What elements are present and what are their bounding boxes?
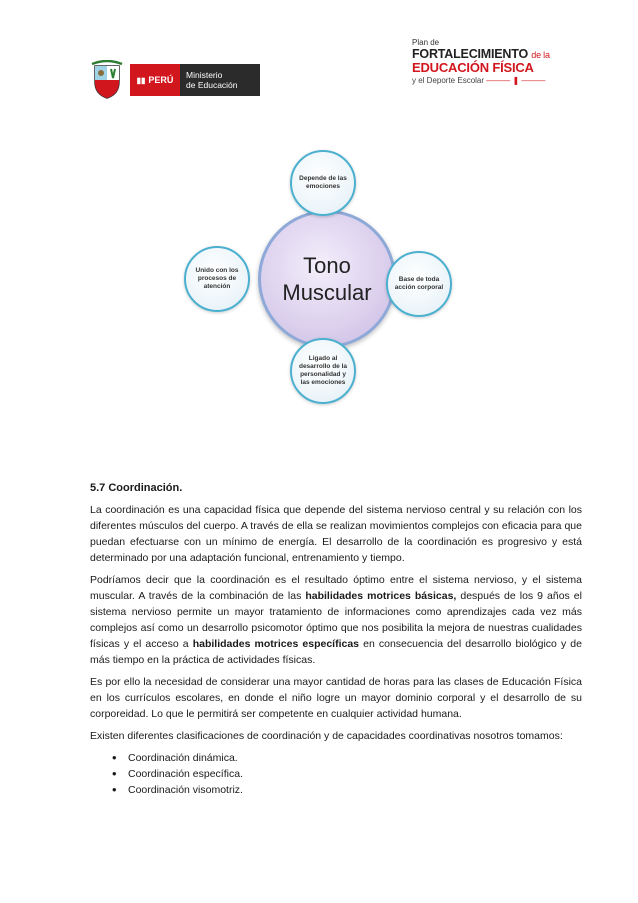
peru-mark-icon: ▮▮ (136, 75, 146, 85)
section-body (90, 480, 582, 798)
plan-line2b: de la (531, 50, 550, 60)
plan-line1: Plan de (412, 38, 440, 47)
list-item: • Coordinación visomotriz. (128, 782, 582, 798)
list-item: • Coordinación específica. (128, 766, 582, 782)
peru-label: PERÚ (148, 75, 174, 85)
paragraph-3: Es por ello la necesidad de considerar una mayor cantidad de horas para las clases de Educación Física en los currículos escolares, en donde el niño logre un mayor dominio corporal y el desarrollo de su corporeidad. Lo que le permitirá ser competente en cualquier actividad humana. (90, 676, 582, 720)
diagram-node-right (386, 251, 452, 317)
list-item: • Coordinación dinámica. (128, 750, 582, 766)
p2-bold-especificas: habilidades motrices específicas (192, 638, 360, 650)
section-heading: 5.7 Coordinación. (90, 482, 183, 494)
ministry-line1: Ministerio (186, 70, 223, 80)
diagram-center-circle (258, 210, 396, 348)
plan-logo (412, 38, 552, 98)
tono-muscular-diagram (180, 140, 470, 430)
plan-line2: FORTALECIMIENTO (412, 47, 528, 61)
diagram-center-label: Tono Muscular (282, 253, 372, 305)
paragraph-1: La coordinación es una capacidad física que depende del sistema nervioso central y su relación con los diferentes músculos del cuerpo. A través de ella se realizan movimientos complejos con eficacia para que puedan efectuarse con un mínimo de energía. El desarrollo de la coordinación es progresivo y está determinado por una adaptación funcional, entrenamiento y tiempo. (90, 504, 582, 564)
diagram-node-bottom-label: Ligado al desarrollo de la personalidad y las emociones (298, 355, 348, 386)
ministry-logo (90, 60, 265, 100)
diagram-node-top (290, 150, 356, 216)
paragraph-4: Existen diferentes clasificaciones de coordinación y de capacidades coordinativas nosotros tomamos: (90, 730, 563, 742)
p2-bold-basicas: habilidades motrices básicas, (305, 590, 457, 602)
diagram-node-right-label: Base de toda acción corporal (394, 276, 444, 291)
p2-part-e: en consecuencia del desarrollo biológico y de más tiempo en la práctica de actividades físicas. (90, 638, 582, 666)
plan-decor-icon: ——— ❚ ——— (486, 76, 546, 85)
diagram-node-bottom (290, 338, 356, 404)
paragraph-2 (90, 572, 582, 668)
plan-line3: EDUCACIÓN FÍSICA (412, 60, 534, 75)
coordination-list (90, 750, 582, 798)
diagram-node-top-label: Depende de las emociones (299, 175, 347, 190)
plan-line4: y el Deporte Escolar (412, 76, 485, 85)
diagram-node-left (184, 246, 250, 312)
diagram-node-left-label: Unido con los procesos de atención (195, 267, 239, 290)
p2-part-c: después de los 9 años el sistema nervioso permite un mayor tratamiento de informaciones como aprendizajes cada vez más complejos así como un desarrollo psicomotor óptimo que nos posibilita la mejora de nuestras cualidades físicas y el acceso a (90, 590, 582, 650)
peru-coat-of-arms-icon (90, 60, 124, 100)
p2-part-a: Podríamos decir que la coordinación es el resultado óptimo entre el sistema nervioso, y el sistema muscular. A través de la combinación de las (90, 574, 582, 602)
ministry-line2: de Educación (186, 80, 238, 90)
